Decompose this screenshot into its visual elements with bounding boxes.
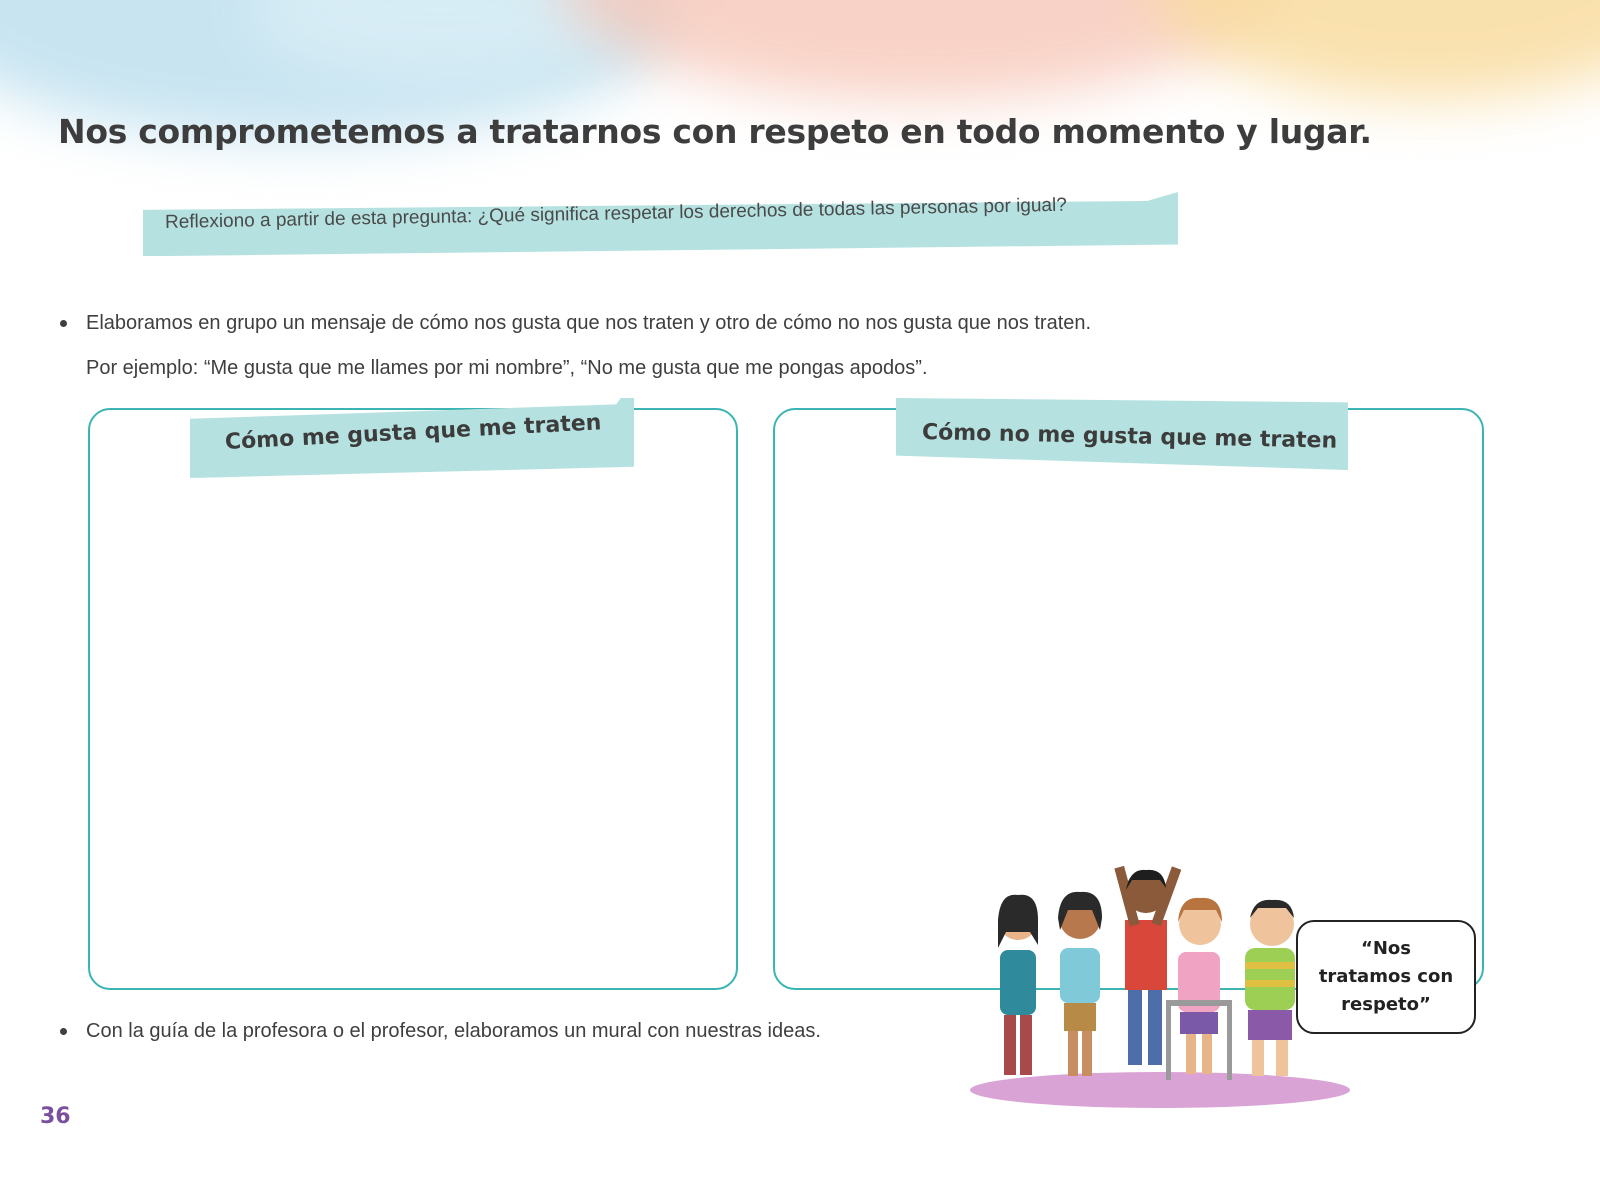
speech-bubble xyxy=(1296,920,1476,1034)
mural-instruction: Con la guía de la profesora o el profesor, elaboramos un mural con nuestras ideas. xyxy=(86,1020,821,1042)
writing-box-likes[interactable] xyxy=(88,408,738,990)
watercolor-yellow xyxy=(1150,0,1600,100)
example-text: Por ejemplo: “Me gusta que me llames por mi nombre”, “No me gusta que me pongas apodos”. xyxy=(86,357,928,379)
page-title: Nos comprometemos a tratarnos con respeto en todo momento y lugar. xyxy=(58,112,1372,151)
bullet-dot xyxy=(60,1028,67,1035)
page-number: 36 xyxy=(40,1104,71,1129)
box-label-likes: Cómo me gusta que me traten xyxy=(224,410,602,455)
box-label-dislikes: Cómo no me gusta que me traten xyxy=(921,420,1338,454)
instruction-text: Elaboramos en grupo un mensaje de cómo nos gusta que nos traten y otro de cómo no nos gusta que nos traten. xyxy=(86,312,1092,334)
bullet-dot xyxy=(60,320,67,327)
question-text: Reflexiono a partir de esta pregunta: ¿Qué significa respetar los derechos de todas las personas por igual? xyxy=(164,194,1068,233)
speech-bubble-text: “Nos tratamos con respeto” xyxy=(1318,938,1454,1015)
